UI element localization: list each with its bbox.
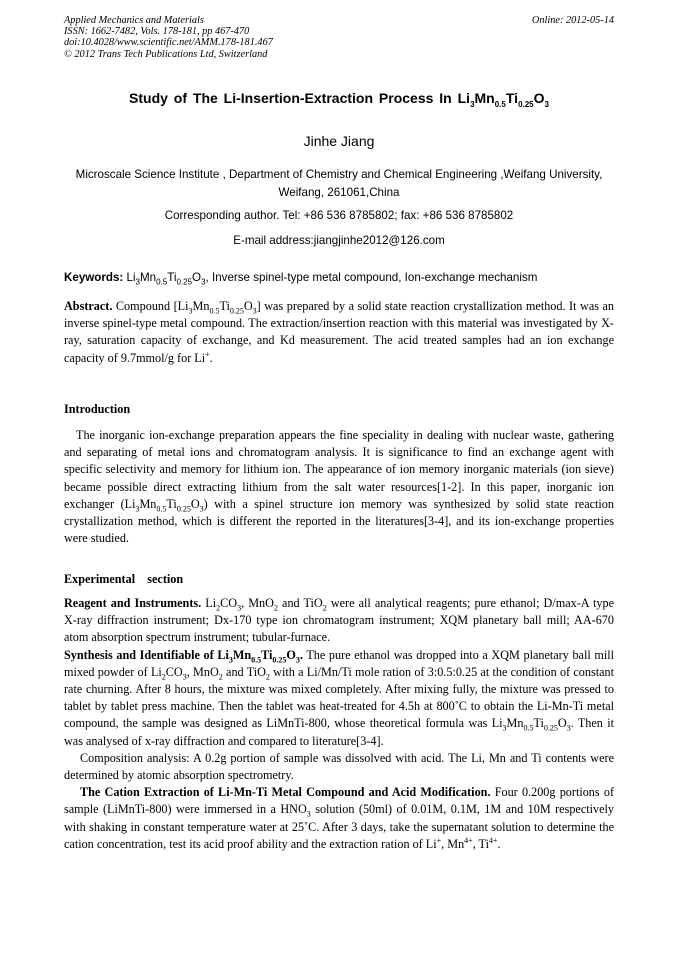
abstract: Abstract. Compound $[Li_3Mn_{0.5}Ti_{0.25}O_3]$ was prepared by a solid state reaction crystallization method. It was an inverse spinel-type metal compound. The extraction/insertion reaction with this material was investigated by X-ray, saturation capacity of exchange, and Kd measurement. The acid treated samples had an ion exchange capacity of 9.7mmol/g for Li+.: [64, 299, 614, 365]
email-address: E-mail address:jiangjinhe2012@126.com: [233, 234, 445, 247]
experimental-heading: Experimental section: [64, 572, 184, 586]
journal-header: [64, 15, 273, 60]
online-date: Online: 2012-05-14: [531, 15, 614, 26]
experimental-text: [64, 595, 614, 853]
cation-paragraph: The Cation Extraction of Li-Mn-Ti Metal Compound and Acid Modification. Four 0.200g portions of sample (LiMnTi-800) were immersed in a $HNO_3$ solution (50ml) of 0.01M, 0.1M, 1M and 10M respectively with shaking in constant temperature water at 25˚C. After 3 days, take the supernatant solution to determine the cation concentration, test its acid proof ability and the extraction ration of Li+, $Mn^{4+}$, $Ti^{4+}$.: [64, 785, 615, 851]
introduction-heading: Introduction: [64, 402, 131, 416]
introduction-text: The inorganic ion-exchange preparation appears the fine speciality in dealing with nuclear waste, gathering and separating of metal ions and chromatogram analysis. It is significance to find an exchange agent with specific selectivity and memory for lithium ion. The appearance of ion memory inorganic materials (ion sieve) became possible direct extracting lithium from the salt water resources[1-2]. In this paper, inorganic ion exchanger $(Li_3Mn_{0.5}Ti_{0.25}O_3)$ with a spinel structure ion memory was synthesized by solid state reaction crystallization method, which is different the reported in the literatures[3-4], and its ion-exchange properties were studied.: [64, 428, 614, 546]
doi-line: doi:10.4028/www.scientific.net/AMM.178-181.467: [64, 37, 273, 49]
affiliation: Microscale Science Institute , Department of Chemistry and Chemical Engineering ,Weifang University, Weifang, 261061,China: [75, 168, 603, 199]
paper-title: Study of The Li-Insertion-Extraction Process In $Li_3Mn_{0.5}Ti_{0.25}O_3$: [129, 90, 549, 109]
keywords-label: Keywords:: [64, 271, 124, 284]
copyright-line: © 2012 Trans Tech Publications Ltd, Switzerland: [64, 48, 268, 60]
issn-line: ISSN: 1662-7482, Vols. 178-181, pp 467-470: [64, 26, 250, 38]
keywords: Keywords: $Li_3Mn_{0.5}Ti_{0.25}O_3$, Inverse spinel-type metal compound, Ion-exchange mechanism: [64, 271, 538, 287]
corresponding-author: Corresponding author. Tel: +86 536 8785802; fax: +86 536 8785802: [164, 209, 514, 222]
synthesis-paragraph: Synthesis and Identifiable of $Li_3Mn_{0.5}Ti_{0.25}O_3$. The pure ethanol was dropped into a XQM planetary ball mill mixed powder of $Li_2CO_3$, MnO$_2$ and TiO$_2$ with a Li/Mn/Ti mole ration of 3:0.5:0.25 at the condition of constant rate churning. After 8 hours, the mixture was mixed completely. After mixing fully, the mixture was pressed to tablet by tablet press machine. Then the tablet was heat-treated for 4.5h at 800˚C to obtain the Li-Mn-Ti metal compound, the sample was designed as LiMnTi-800, whose theoretical formula was $Li_3Mn_{0.5}Ti_{0.25}O_3$. Then it was analysed of x-ray diffraction and compared to literature[3-4].: [64, 647, 615, 748]
reagent-paragraph: Reagent and Instruments. $Li_2CO_3$, MnO$_2$ and TiO$_2$ were all analytical reagents; pure ethanol; D/max-A type X-ray diffraction instrument; Dx-170 type ion chromatogram instrument; XQM planetary ball mill; AA-670 atom absorption spectrum instrument; tubular-furnace.: [64, 596, 614, 645]
composition-paragraph: Composition analysis: A 0.2g portion of sample was dissolved with acid. The Li, Mn and Ti contents were determined by atomic absorption spectrometry.: [64, 750, 614, 783]
abstract-label: Abstract.: [64, 299, 113, 313]
journal-name: Applied Mechanics and Materials: [64, 15, 204, 26]
author-name: Jinhe Jiang: [303, 133, 375, 149]
